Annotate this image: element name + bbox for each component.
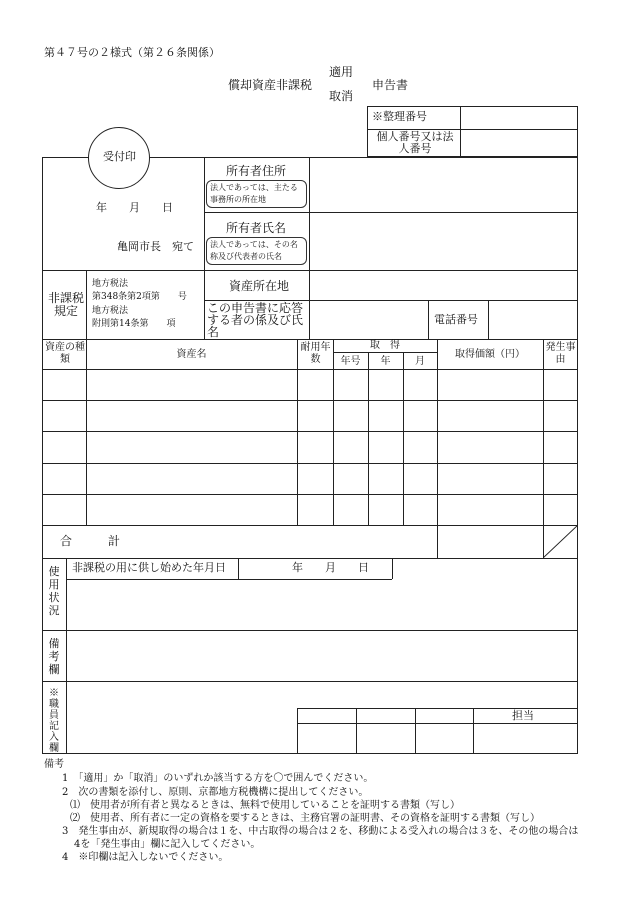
cell-asset-name[interactable]	[88, 465, 296, 493]
cell-era[interactable]	[335, 402, 367, 430]
note-1: 1 「適用」か「取消」のいずれか該当する方を〇で囲んでください。	[62, 773, 374, 784]
note-2: 2 次の書類を添付し、原則、京都地方税機構に提出してください。	[62, 787, 369, 798]
law-line-2: 第348条第2項第 号	[92, 292, 187, 302]
form-number: 第４７号の２様式（第２６条関係）	[44, 46, 220, 59]
staff-label: ※職員記入欄	[49, 688, 59, 754]
total-label-1: 合	[60, 534, 73, 548]
cell-useful-life[interactable]	[299, 496, 332, 524]
cell-cause[interactable]	[545, 465, 577, 493]
header-year: 年	[380, 356, 391, 367]
cell-asset-name[interactable]	[88, 371, 296, 399]
law-line-3: 地方税法	[92, 306, 129, 316]
note-4: 4 ※印欄は記入しないでください。	[62, 852, 229, 863]
addressee: 亀岡市長 宛て	[117, 240, 194, 253]
cell-price[interactable]	[439, 433, 542, 461]
note-3-cont: 4を「発生事由」欄に記入してください。	[74, 839, 261, 850]
cell-cause[interactable]	[545, 371, 577, 399]
owner-name-note: 法人であっては、その名称及び代表者の氏名	[210, 240, 298, 261]
cell-month[interactable]	[405, 433, 436, 461]
diagonal-slash	[543, 525, 578, 558]
cell-price[interactable]	[439, 496, 542, 524]
total-label-2: 計	[108, 534, 121, 548]
cell-asset-name[interactable]	[88, 496, 296, 524]
law-line-1: 地方税法	[92, 279, 129, 289]
note-2-2: ⑵ 使用者、所有者に一定の資格を要するときは、主務官署の証明書、その資格を証明する書類（写し）	[70, 813, 540, 824]
remarks-field[interactable]	[68, 632, 576, 680]
cell-year[interactable]	[370, 402, 402, 430]
cell-asset-type[interactable]	[44, 496, 85, 524]
cell-useful-life[interactable]	[299, 402, 332, 430]
cell-asset-type[interactable]	[44, 465, 85, 493]
cell-year[interactable]	[370, 371, 402, 399]
form-title: 償却資産非課税	[228, 78, 313, 92]
exemption-label: 非課税規定	[47, 291, 84, 318]
cell-cause[interactable]	[545, 496, 577, 524]
cell-asset-type[interactable]	[44, 371, 85, 399]
usage-detail-field[interactable]	[68, 581, 576, 629]
kojin-label: 個人番号又は法人番号	[376, 130, 454, 155]
cell-year[interactable]	[370, 496, 402, 524]
cell-month[interactable]	[405, 371, 436, 399]
cell-useful-life[interactable]	[299, 465, 332, 493]
total-price-field[interactable]	[439, 527, 541, 557]
remarks-label: 備考欄	[48, 637, 60, 676]
cell-useful-life[interactable]	[299, 433, 332, 461]
header-useful-life: 耐用年数	[300, 342, 331, 365]
note-2-1: ⑴ 使用者が所有者と異なるときは、無料で使用していることを証明する書類（写し）	[70, 800, 460, 811]
seiri-number-field[interactable]	[462, 108, 576, 128]
form-title-suffix: 申告書	[372, 78, 409, 92]
owner-name-label: 所有者氏名	[226, 221, 287, 235]
phone-field[interactable]	[490, 302, 576, 338]
notes-title: 備考	[44, 759, 64, 770]
asset-location-label: 資産所在地	[229, 279, 290, 293]
law-line-4: 附則第14条第 項	[92, 319, 176, 329]
header-month: 月	[415, 356, 425, 367]
option-cancel[interactable]: 取消	[329, 89, 354, 103]
contact-field[interactable]	[311, 302, 427, 338]
cell-era[interactable]	[335, 496, 367, 524]
contact-label: この申告書に応答する者の係及び氏名	[207, 301, 304, 339]
reception-stamp-label: 受付印	[103, 150, 136, 163]
cell-era[interactable]	[335, 433, 367, 461]
header-price: 取得価額（円）	[455, 349, 525, 360]
usage-label: 使用状況	[48, 565, 60, 617]
phone-label: 電話番号	[434, 313, 478, 326]
cell-asset-type[interactable]	[44, 402, 85, 430]
cell-asset-type[interactable]	[44, 433, 85, 461]
owner-address-label: 所有者住所	[226, 164, 287, 178]
cell-asset-name[interactable]	[88, 433, 296, 461]
cell-month[interactable]	[405, 496, 436, 524]
usage-start-label: 非課税の用に供し始めた年月日	[72, 561, 226, 574]
cell-month[interactable]	[405, 402, 436, 430]
cell-price[interactable]	[439, 402, 542, 430]
cell-year[interactable]	[370, 433, 402, 461]
header-acquisition: 取 得	[370, 340, 400, 351]
cell-cause[interactable]	[545, 402, 577, 430]
cell-cause[interactable]	[545, 433, 577, 461]
cell-month[interactable]	[405, 465, 436, 493]
cell-era[interactable]	[335, 371, 367, 399]
header-asset-name: 資産名	[176, 349, 207, 360]
cell-year[interactable]	[370, 465, 402, 493]
owner-name-field[interactable]	[311, 214, 576, 269]
cell-era[interactable]	[335, 465, 367, 493]
asset-location-field[interactable]	[311, 272, 576, 299]
staff-tanto: 担当	[512, 709, 534, 722]
owner-address-field[interactable]	[311, 159, 576, 211]
header-cause: 発生事由	[545, 342, 576, 365]
owner-address-note: 法人であっては、主たる事務所の所在地	[210, 183, 298, 204]
cell-price[interactable]	[439, 371, 542, 399]
reception-date: 年 月 日	[96, 201, 173, 214]
cell-useful-life[interactable]	[299, 371, 332, 399]
note-3: 3 発生事由が、新規取得の場合は１を、中古取得の場合は２を、移動による受入れの場合は３を、その他の場合は	[62, 826, 579, 837]
seiri-label: ※整理番号	[372, 110, 427, 123]
option-apply[interactable]: 適用	[329, 65, 354, 79]
cell-price[interactable]	[439, 465, 542, 493]
usage-start-date[interactable]: 年 月 日	[292, 561, 369, 574]
header-asset-type: 資産の種類	[45, 342, 85, 365]
kojin-number-field[interactable]	[462, 131, 576, 155]
header-era: 年号	[340, 356, 361, 367]
cell-asset-name[interactable]	[88, 402, 296, 430]
